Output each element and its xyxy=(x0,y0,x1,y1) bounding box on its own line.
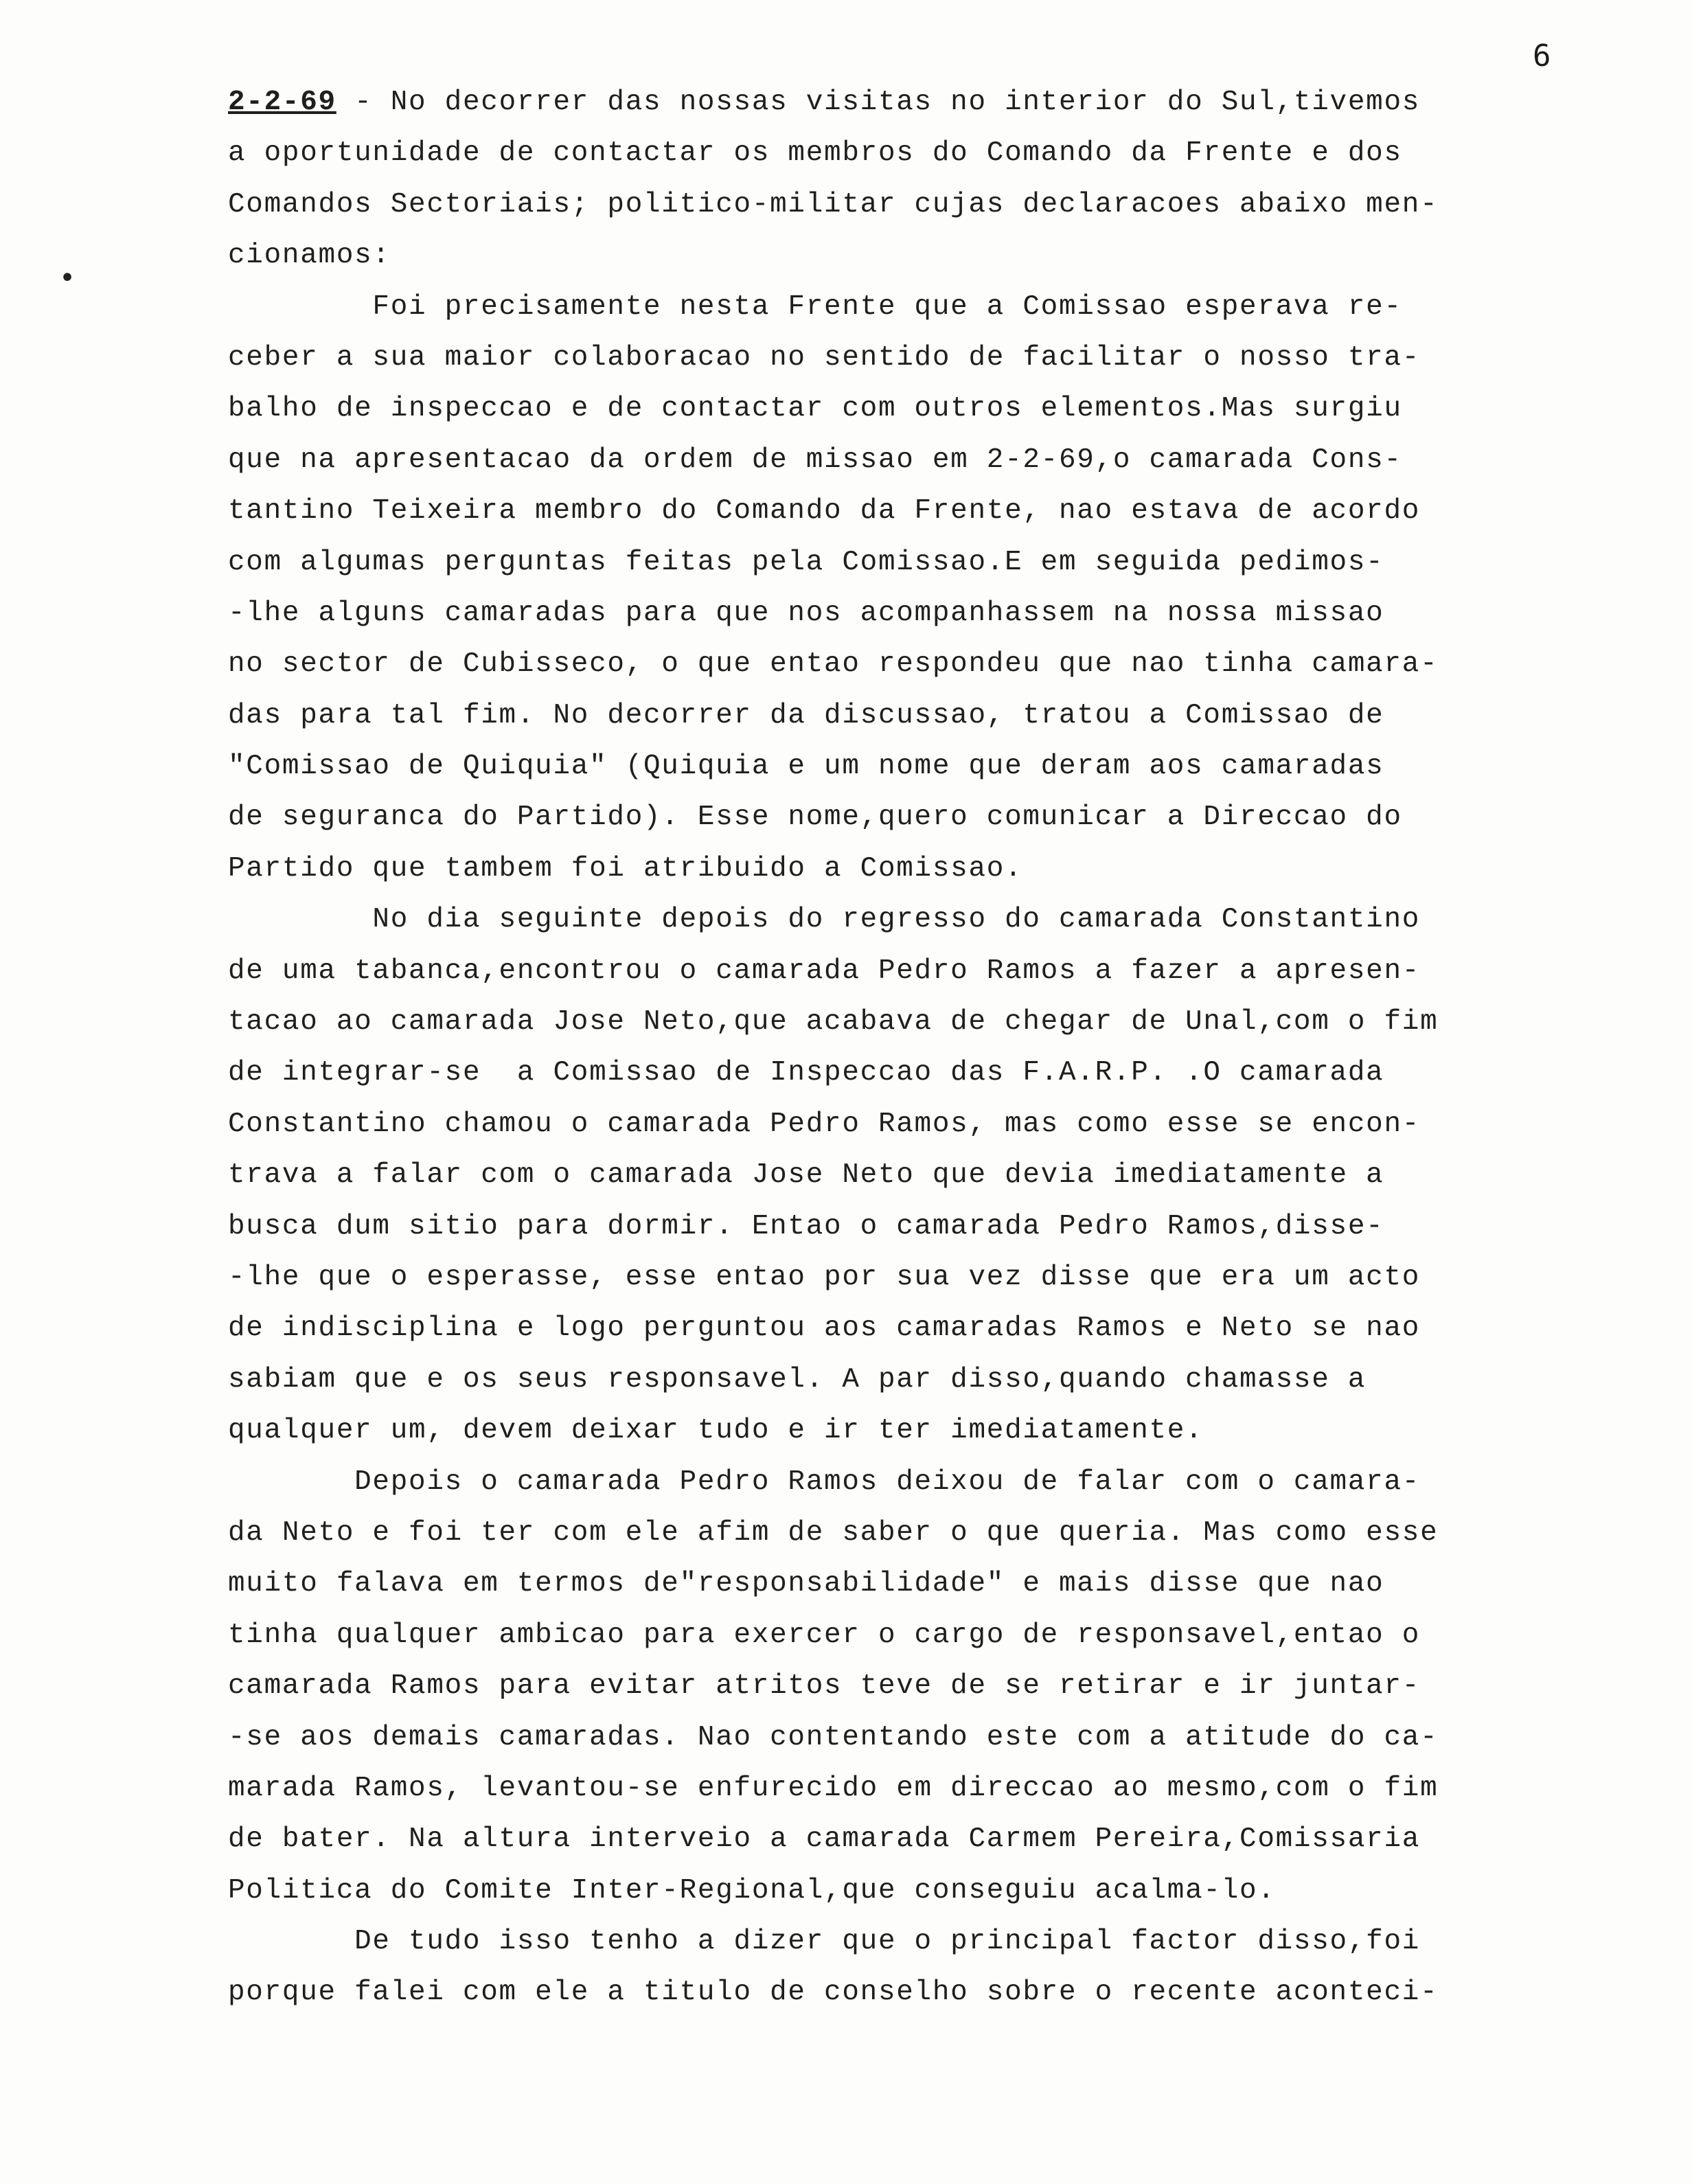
text-line: tacao ao camarada Jose Neto,que acabava de chegar de Unal,com o fim xyxy=(228,1006,1439,1038)
text-line: porque falei com ele a titulo de conselho sobre o recente aconteci- xyxy=(228,1977,1439,2009)
text-line: das para tal fim. No decorrer da discussao, tratou a Comissao de xyxy=(228,699,1384,731)
text-line: Depois o camarada Pedro Ramos deixou de falar com o camara- xyxy=(228,1466,1421,1498)
text-line: sabiam que e os seus responsavel. A par disso,quando chamasse a xyxy=(228,1363,1367,1396)
text-line: de seguranca do Partido). Esse nome,quero comunicar a Direccao do xyxy=(228,801,1402,834)
text-line: que na apresentacao da ordem de missao em 2-2-69,o camarada Cons- xyxy=(228,444,1402,476)
text-line: marada Ramos, levantou-se enfurecido em direccao ao mesmo,com o fim xyxy=(228,1772,1439,1804)
text-line: -lhe que o esperasse, esse entao por sua vez disse que era um acto xyxy=(228,1261,1421,1293)
text-line: balho de inspeccao e de contactar com outros elementos.Mas surgiu xyxy=(228,393,1402,425)
first-line-text: - No decorrer das nossas visitas no interior do Sul,tivemos xyxy=(336,87,1421,118)
text-line: da Neto e foi ter com ele afim de saber o que queria. Mas como esse xyxy=(228,1516,1439,1549)
text-line: Constantino chamou o camarada Pedro Ramos, mas como esse se encon- xyxy=(228,1108,1421,1140)
text-line: a oportunidade de contactar os membros do Comando da Frente e dos xyxy=(228,137,1402,170)
text-line: trava a falar com o camarada Jose Neto que devia imediatamente a xyxy=(228,1159,1384,1192)
text-line: de indisciplina e logo perguntou aos camaradas Ramos e Neto se nao xyxy=(228,1312,1421,1345)
page-number: 6 xyxy=(1533,38,1551,73)
text-line: tantino Teixeira membro do Comando da Frente, nao estava de acordo xyxy=(228,495,1421,527)
text-line: Comandos Sectoriais; politico-militar cujas declaracoes abaixo men- xyxy=(228,188,1439,220)
text-line: de bater. Na altura interveio a camarada Carmem Pereira,Comissaria xyxy=(228,1823,1421,1856)
text-line: camarada Ramos para evitar atritos teve de se retirar e ir juntar- xyxy=(228,1670,1421,1703)
text-line: no sector de Cubisseco, o que entao respondeu que nao tinha camara- xyxy=(228,648,1439,681)
text-line: tinha qualquer ambicao para exercer o cargo de responsavel,entao o xyxy=(228,1619,1421,1651)
text-line: Foi precisamente nesta Frente que a Comissao esperava re- xyxy=(228,291,1402,323)
text-line: com algumas perguntas feitas pela Comissao.E em seguida pedimos- xyxy=(228,546,1384,578)
text-line: cionamos: xyxy=(228,240,391,272)
text-line: busca dum sitio para dormir. Entao o camarada Pedro Ramos,disse- xyxy=(228,1210,1384,1242)
text-line-first xyxy=(228,77,1643,128)
date-reference: 2-2-69 xyxy=(228,87,336,118)
text-line: de integrar-se a Comissao de Inspeccao das F.A.R.P. .O camarada xyxy=(228,1057,1384,1089)
text-line: qualquer um, devem deixar tudo e ir ter imediatamente. xyxy=(228,1415,1204,1447)
text-line: No dia seguinte depois do regresso do camarada Constantino xyxy=(228,904,1421,936)
text-line: Politica do Comite Inter-Regional,que conseguiu acalma-lo. xyxy=(228,1874,1276,1907)
text-line: De tudo isso tenho a dizer que o principal factor disso,foi xyxy=(228,1926,1421,1958)
body-lines xyxy=(228,128,1643,2018)
text-line: -lhe alguns camaradas para que nos acompanhassem na nossa missao xyxy=(228,597,1384,629)
text-line: "Comissao de Quiquia" (Quiquia e um nome que deram aos camaradas xyxy=(228,751,1384,783)
text-line: ceber a sua maior colaboracao no sentido de facilitar o nosso tra- xyxy=(228,341,1421,374)
text-line: muito falava em termos de"responsabilidade" e mais disse que nao xyxy=(228,1568,1384,1600)
document-body xyxy=(228,77,1643,2018)
text-line: de uma tabanca,encontrou o camarada Pedro Ramos a fazer a apresen- xyxy=(228,955,1421,987)
margin-mark: • xyxy=(59,262,76,294)
text-line: Partido que tambem foi atribuido a Comissao. xyxy=(228,852,1023,885)
text-line: -se aos demais camaradas. Nao contentando este com a atitude do ca- xyxy=(228,1721,1439,1753)
